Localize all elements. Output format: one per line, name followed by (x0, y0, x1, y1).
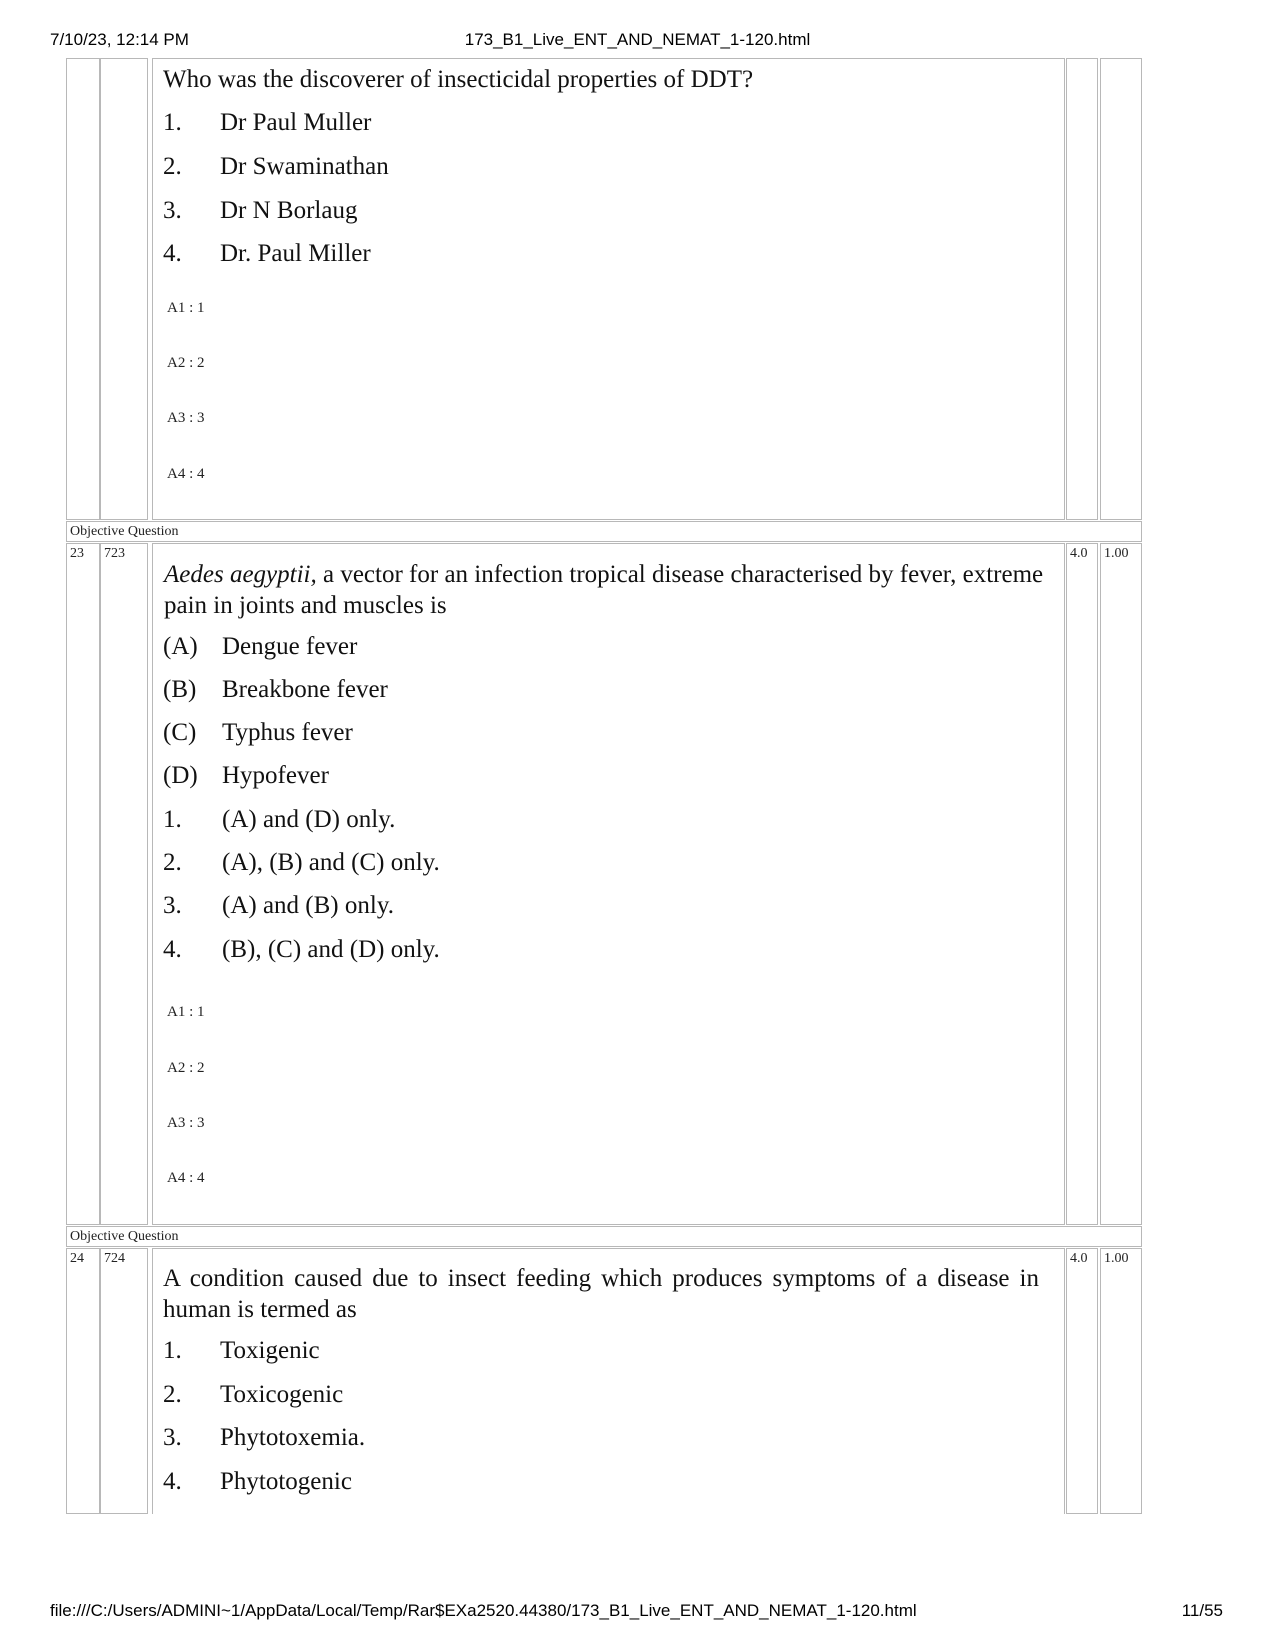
option-number: 1. (163, 806, 182, 833)
answer-key: A4 : 4 (167, 466, 205, 482)
statement-label: (A) (163, 633, 198, 660)
option-number: 3. (163, 197, 182, 224)
negative-cell (1100, 58, 1142, 520)
answer-key: A4 : 4 (167, 1170, 205, 1186)
marks-cell: 4.0 (1066, 1248, 1098, 1514)
statement-text: Breakbone fever (222, 676, 388, 703)
option-text: Dr Paul Muller (220, 109, 372, 136)
option-number: 2. (163, 153, 182, 180)
negative-cell: 1.00 (1100, 1248, 1142, 1514)
negative-cell: 1.00 (1100, 543, 1142, 1225)
option-text: Dr N Borlaug (220, 197, 358, 224)
print-file-path: file:///C:/Users/ADMINI~1/AppData/Local/Temp/Rar$EXa2520.44380/173_B1_Live_ENT_AND_NEMAT_1-120.html (50, 1601, 917, 1620)
option-text: Dr Swaminathan (220, 153, 389, 180)
marks-cell: 4.0 (1066, 543, 1098, 1225)
statement-text: Dengue fever (222, 633, 358, 660)
qid-cell: 724 (100, 1248, 148, 1514)
question-text (164, 559, 1044, 621)
answer-key: A3 : 3 (167, 410, 205, 426)
question-text-italic: Aedes aegyptii, (164, 561, 317, 588)
option-number: 4. (163, 1468, 182, 1495)
sno-cell: 24 (66, 1248, 100, 1514)
answer-key: A3 : 3 (167, 1115, 205, 1131)
answer-key: A1 : 1 (167, 300, 205, 316)
option-text: (B), (C) and (D) only. (222, 936, 440, 963)
option-text: (A), (B) and (C) only. (222, 849, 440, 876)
option-number: 2. (163, 849, 182, 876)
option-number: 3. (163, 892, 182, 919)
option-text: (A) and (B) only. (222, 892, 394, 919)
question-text-line: A condition caused due to insect feeding which produces symptoms of a disease in (163, 1265, 1039, 1292)
option-number: 3. (163, 1424, 182, 1451)
option-number: 1. (163, 1337, 182, 1364)
question-text (163, 1263, 1039, 1325)
qid-cell (100, 58, 148, 520)
statement-label: (C) (163, 719, 197, 746)
option-text: Phytotoxemia. (220, 1424, 366, 1451)
marks-cell (1066, 58, 1098, 520)
option-text: Toxigenic (220, 1337, 320, 1364)
statement-text: Typhus fever (222, 719, 353, 746)
option-number: 2. (163, 1381, 182, 1408)
page-number: 11/55 (1181, 1601, 1223, 1620)
option-number: 4. (163, 240, 182, 267)
option-text: Dr. Paul Miller (220, 240, 371, 267)
qid-cell: 723 (100, 543, 148, 1225)
question-text-line: pain in joints and muscles is (164, 592, 447, 619)
answer-key: A2 : 2 (167, 355, 205, 371)
statement-label: (B) (163, 676, 197, 703)
question-text-line: human is termed as (163, 1296, 357, 1323)
question-text-line: a vector for an infection tropical disease characterised by fever, extreme (316, 561, 1044, 588)
sno-cell (66, 58, 100, 520)
print-title: 173_B1_Live_ENT_AND_NEMAT_1-120.html (464, 30, 811, 49)
option-number: 1. (163, 109, 182, 136)
question-type-label: Objective Question (66, 521, 1142, 542)
print-datetime: 7/10/23, 12:14 PM (50, 30, 189, 49)
option-text: Toxicogenic (220, 1381, 344, 1408)
statement-text: Hypofever (222, 762, 329, 789)
option-text: Phytotogenic (220, 1468, 352, 1495)
answer-key: A1 : 1 (167, 1004, 205, 1020)
question-text: Who was the discoverer of insecticidal properties of DDT? (163, 66, 754, 93)
question-type-label: Objective Question (66, 1226, 1142, 1247)
sno-cell: 23 (66, 543, 100, 1225)
answer-key: A2 : 2 (167, 1060, 205, 1076)
option-text: (A) and (D) only. (222, 806, 396, 833)
statement-label: (D) (163, 762, 198, 789)
option-number: 4. (163, 936, 182, 963)
